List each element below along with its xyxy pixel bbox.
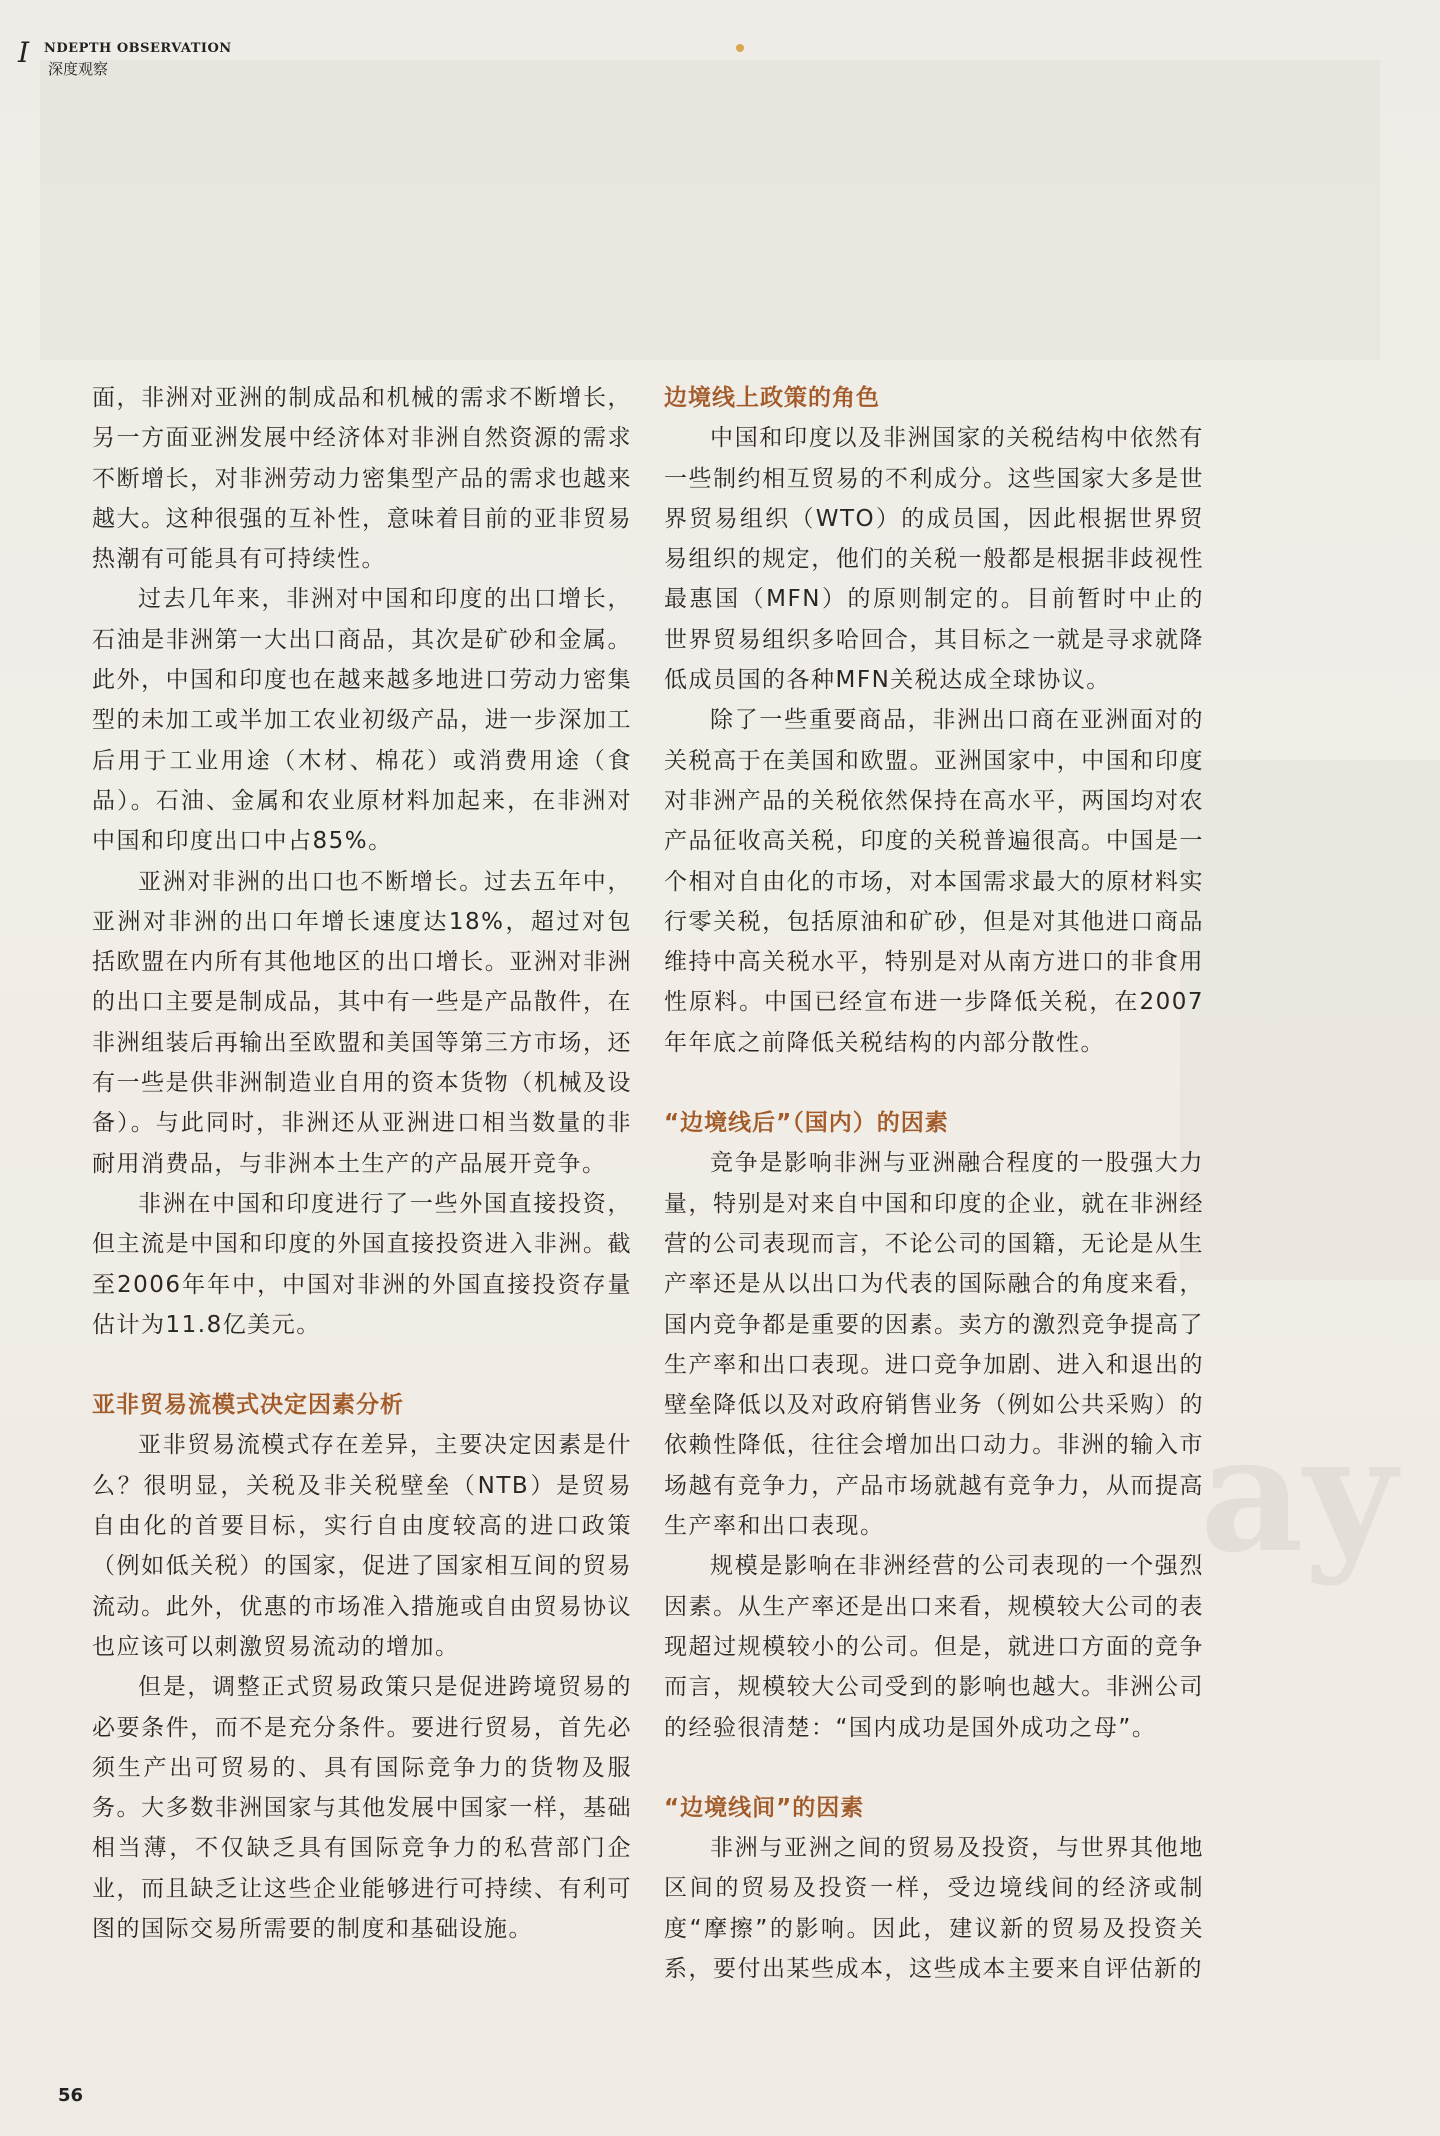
- body-paragraph: 面，非洲对亚洲的制成品和机械的需求不断增长，另一方面亚洲发展中经济体对非洲自然资源的需求不断增长，对非洲劳动力密集型产品的需求也越来越大。这种很强的互补性，意味着目前的亚非贸易热潮有可能具有可持续性。: [92, 385, 632, 573]
- body-paragraph: 规模是影响在非洲经营的公司表现的一个强烈因素。从生产率还是出口来看，规模较大公司的表现超过规模较小的公司。但是，就进口方面的竞争而言，规模较大公司受到的影响也越大。非洲公司的经验很清楚：“国内成功是国外成功之母”。: [664, 1553, 1204, 1741]
- body-paragraph: 非洲在中国和印度进行了一些外国直接投资，但主流是中国和印度的外国直接投资进入非洲。截至2006年年中，中国对非洲的外国直接投资存量估计为11.8亿美元。: [92, 1190, 632, 1338]
- print-through-block: [40, 60, 1380, 360]
- section-heading: 亚非贸易流模式决定因素分析: [92, 1392, 404, 1419]
- section-heading: “边境线后”（国内）的因素: [664, 1110, 949, 1137]
- print-through-glyph: ay: [1200, 1400, 1397, 1588]
- section-heading: “边境线间”的因素: [664, 1794, 865, 1821]
- body-paragraph: 中国和印度以及非洲国家的关税结构中依然有一些制约相互贸易的不利成分。这些国家大多是世界贸易组织（WTO）的成员国，因此根据世界贸易组织的规定，他们的关税一般都是根据非歧视性最惠国（MFN）的原则制定的。目前暂时中止的世界贸易组织多哈回合，其目标之一就是寻求就降低成员国的各种MFN关税达成全球协议。: [664, 425, 1204, 694]
- page-number: 56: [58, 2085, 84, 2106]
- print-through-block: [1180, 760, 1440, 1280]
- body-paragraph: 除了一些重要商品，非洲出口商在亚洲面对的关税高于在美国和欧盟。亚洲国家中，中国和印度对非洲产品的关税依然保持在高水平，两国均对农产品征收高关税，印度的关税普遍很高。中国是一个相对自由化的市场，对本国需求最大的原材料实行零关税，包括原油和矿砂，但是对其他进口商品维持中高关税水平，特别是对从南方进口的非食用性原料。中国已经宣布进一步降低关税，在2007年年底之前降低关税结构的内部分散性。: [664, 707, 1204, 1056]
- body-paragraph: 过去几年来，非洲对中国和印度的出口增长，石油是非洲第一大出口商品，其次是矿砂和金属。此外，中国和印度也在越来越多地进口劳动力密集型的未加工或半加工农业初级产品，进一步深加工后用于工业用途（木材、棉花）或消费用途（食品）。石油、金属和农业原材料加起来，在非洲对中国和印度出口中占85%。: [92, 586, 632, 855]
- header-mark: I: [18, 36, 30, 69]
- header-title-cn: 深度观察: [48, 60, 109, 78]
- decorative-dot: [736, 44, 744, 52]
- body-paragraph: 非洲与亚洲之间的贸易及投资，与世界其他地区间的贸易及投资一样，受边境线间的经济或制度“摩擦”的影响。因此，建议新的贸易及投资关系，要付出某些成本，这些成本主要来自评估新的: [664, 1835, 1204, 1982]
- section-heading: 边境线上政策的角色: [664, 385, 880, 411]
- body-paragraph: 亚非贸易流模式存在差异，主要决定因素是什么？很明显，关税及非关税壁垒（NTB）是贸易自由化的首要目标，实行自由度较高的进口政策（例如低关税）的国家，促进了国家相互间的贸易流动。此外，优惠的市场准入措施或自由贸易协议也应该可以刺激贸易流动的增加。: [92, 1432, 632, 1660]
- body-paragraph: 但是，调整正式贸易政策只是促进跨境贸易的必要条件，而不是充分条件。要进行贸易，首先必须生产出可贸易的、具有国际竞争力的货物及服务。大多数非洲国家与其他发展中国家一样，基础相当薄，不仅缺乏具有国际竞争力的私营部门企业，而且缺乏让这些企业能够进行可持续、有利可图的国际交易所需要的制度和基础设施。: [92, 1674, 632, 1942]
- left-column: [92, 378, 632, 1949]
- right-column: [664, 378, 1204, 1989]
- body-paragraph: 亚洲对非洲的出口也不断增长。过去五年中，亚洲对非洲的出口年增长速度达18%，超过对包括欧盟在内所有其他地区的出口增长。亚洲对非洲的出口主要是制成品，其中有一些是产品散件，在非洲组装后再输出至欧盟和美国等第三方市场，还有一些是供非洲制造业自用的资本货物（机械及设备）。与此同时，非洲还从亚洲进口相当数量的非耐用消费品，与非洲本土生产的产品展开竞争。: [92, 868, 632, 1177]
- header-title-en: NDEPTH OBSERVATION: [44, 41, 232, 56]
- body-paragraph: 竞争是影响非洲与亚洲融合程度的一股强大力量，特别是对来自中国和印度的企业，就在非洲经营的公司表现而言，不论公司的国籍，无论是从生产率还是从以出口为代表的国际融合的角度来看，国内竞争都是重要的因素。卖方的激烈竞争提高了生产率和出口表现。进口竞争加剧、进入和退出的壁垒降低以及对政府销售业务（例如公共采购）的依赖性降低，往往会增加出口动力。非洲的输入市场越有竞争力，产品市场就越有竞争力，从而提高生产率和出口表现。: [664, 1150, 1204, 1540]
- section-header: [14, 36, 274, 82]
